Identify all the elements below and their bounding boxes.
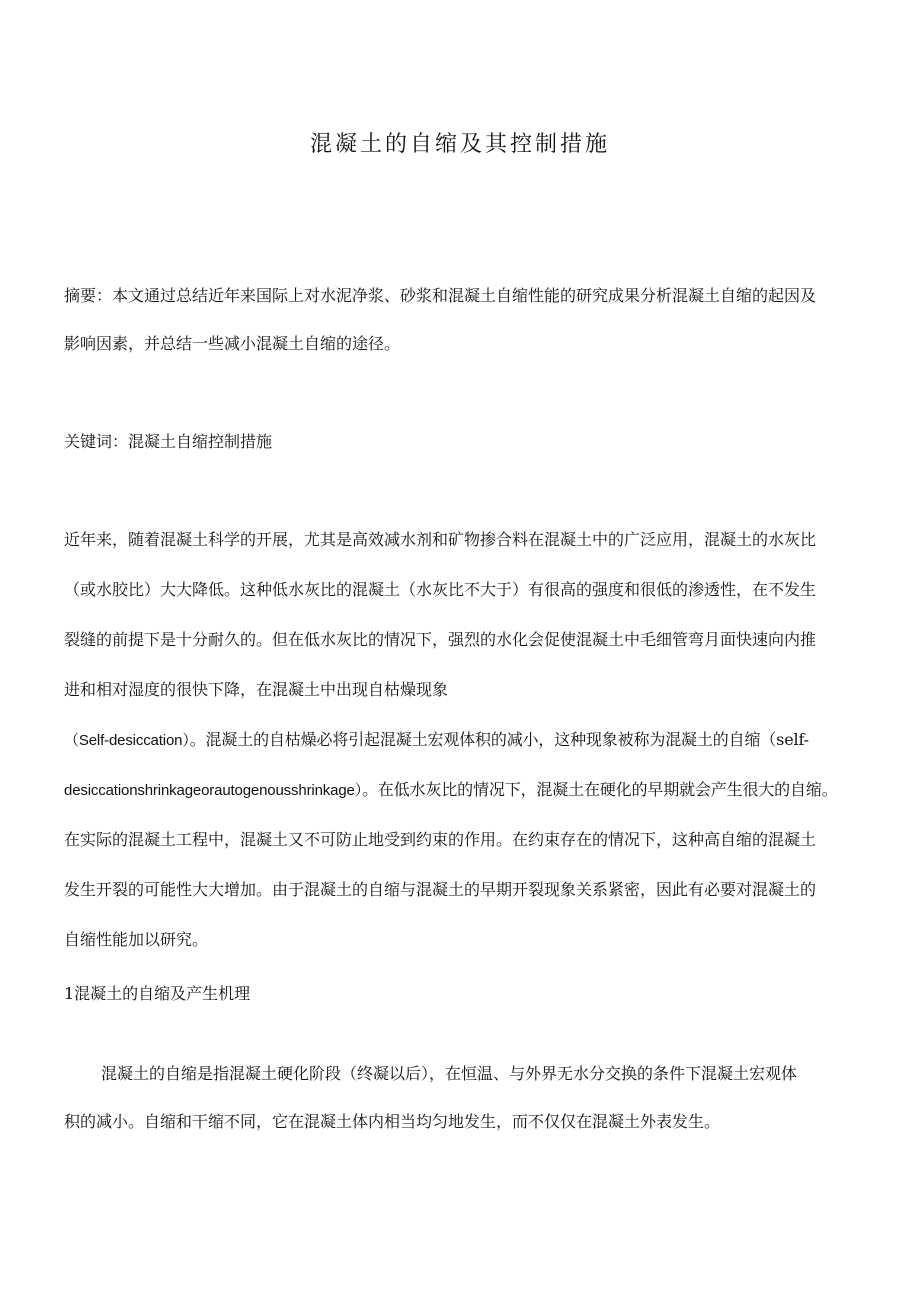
intro-line-8: 发生开裂的可能性大大增加。由于混凝土的自缩与混凝土的早期开裂现象关系紧密，因此有必要对混凝土的 xyxy=(64,880,817,899)
intro-line-3: 裂缝的前提下是十分耐久的。但在低水灰比的情况下，强烈的水化会促使混凝土中毛细管弯月面快速向内推 xyxy=(64,630,817,649)
abstract-line-1: 摘要：本文通过总结近年来国际上对水泥净浆、砂浆和混凝土自缩性能的研究成果分析混凝土自缩的起因及 xyxy=(64,286,817,305)
intro-line-7: 在实际的混凝土工程中，混凝土又不可防止地受到约束的作用。在约束存在的情况下，这种高自缩的混凝土 xyxy=(64,830,817,849)
section-1-line-2: 积的减小。自缩和干缩不同，它在混凝土体内相当均匀地发生，而不仅仅在混凝土外表发生。 xyxy=(64,1112,721,1131)
intro-line-5-text: 。混凝土的自枯燥必将引起混凝土宏观体积的减小，这种现象被称为混凝土的自缩（self- xyxy=(189,730,809,749)
intro-line-5 xyxy=(64,728,864,753)
document-title: 混凝土的自缩及其控制措施 xyxy=(309,132,610,157)
autogenous-shrinkage-term: desiccationshrinkageorautogenousshrinkage） xyxy=(64,782,363,799)
intro-line-9: 自缩性能加以研究。 xyxy=(64,930,209,949)
abstract-line-2: 影响因素，并总结一些减小混凝土自缩的途径。 xyxy=(64,334,401,353)
keywords-line: 关键词：混凝土自缩控制措施 xyxy=(64,432,273,451)
intro-line-1: 近年来，随着混凝土科学的开展，尤其是高效减水剂和矿物掺合料在混凝土中的广泛应用，混凝土的水灰比 xyxy=(64,530,817,549)
section-1-heading: 1混凝土的自缩及产生机理 xyxy=(64,984,251,1003)
intro-line-6-text: 。在低水灰比的情况下，混凝土在硬化的早期就会产生很大的自缩。 xyxy=(362,780,838,799)
self-desiccation-term: （Self-desiccation） xyxy=(64,732,190,749)
intro-line-6 xyxy=(64,778,864,803)
section-1-line-1: 混凝土的自缩是指混凝土硬化阶段（终凝以后），在恒温、与外界无水分交换的条件下混凝土宏观体 xyxy=(101,1064,798,1083)
intro-line-4: 进和相对湿度的很快下降，在混凝土中出现自枯燥现象 xyxy=(64,680,449,699)
intro-line-2: （或水胶比）大大降低。这种低水灰比的混凝土（水灰比不大于）有很高的强度和很低的渗透性，在不发生 xyxy=(64,580,817,599)
